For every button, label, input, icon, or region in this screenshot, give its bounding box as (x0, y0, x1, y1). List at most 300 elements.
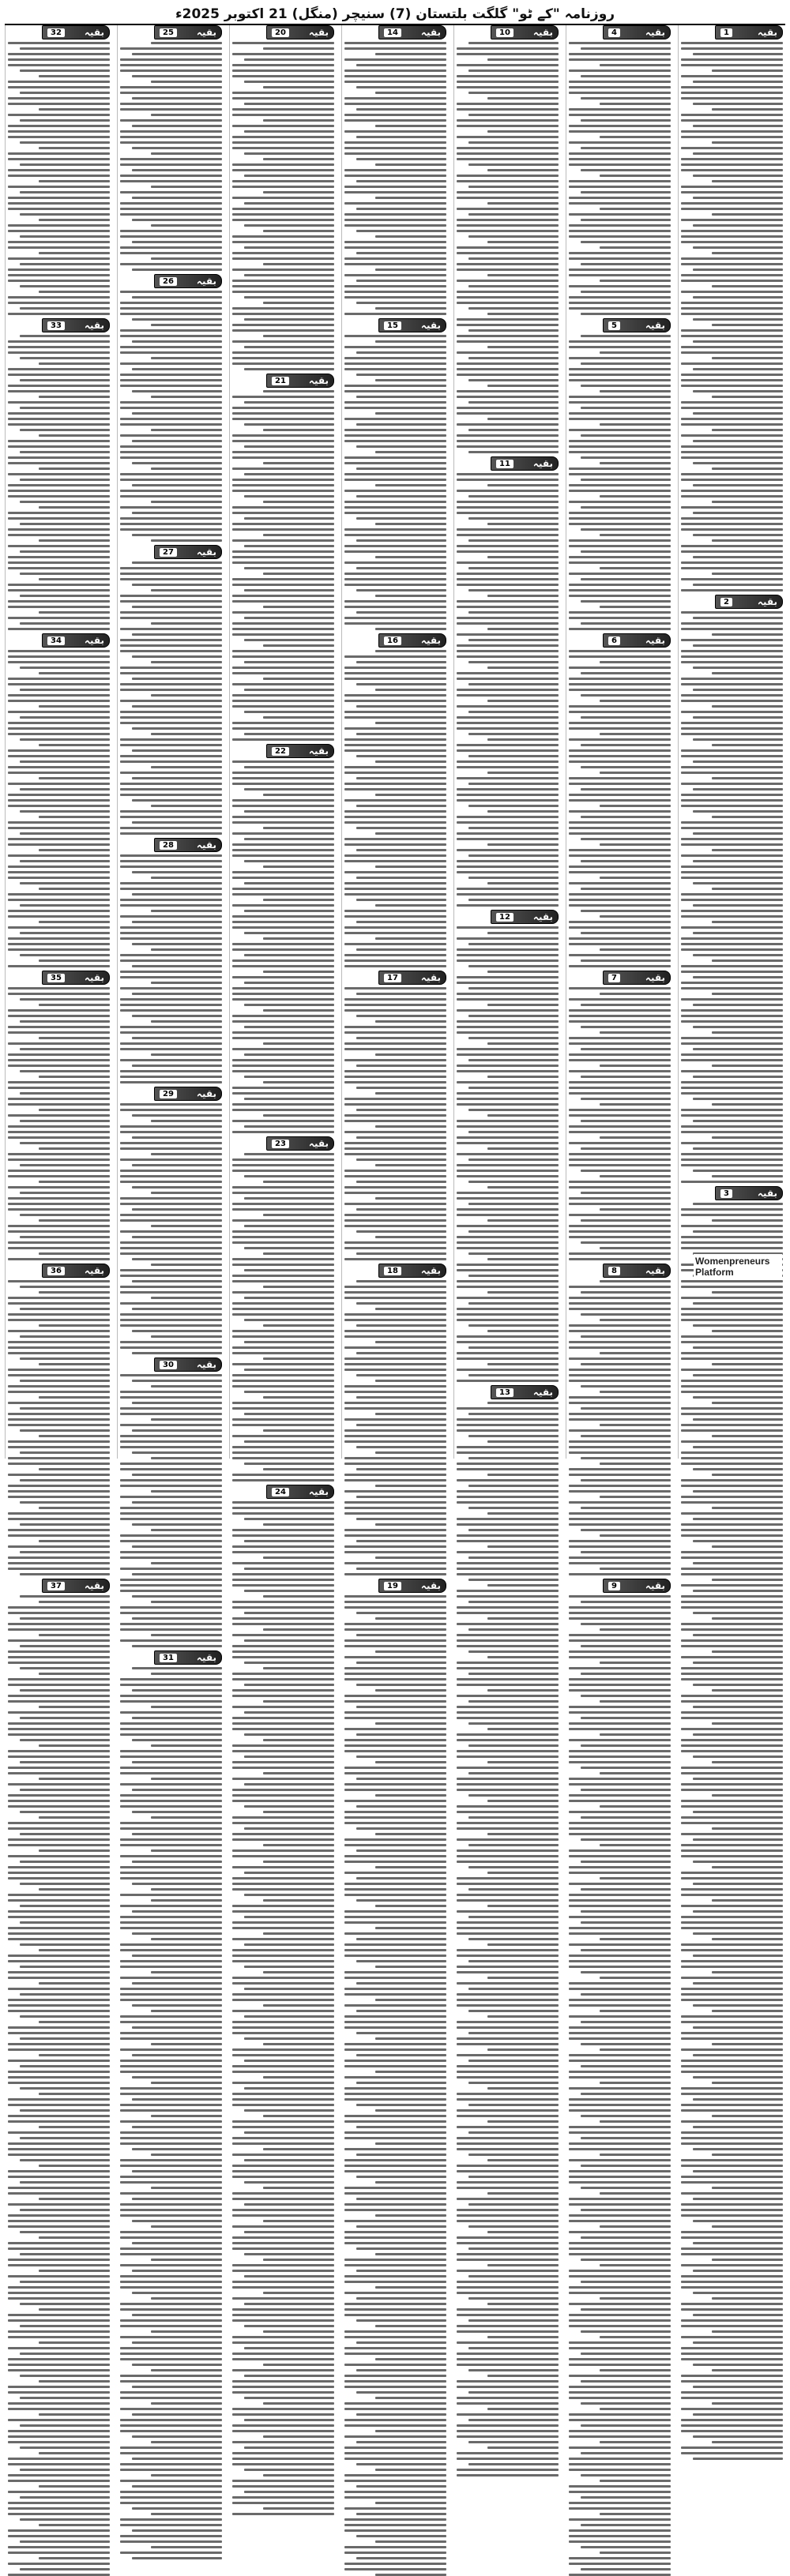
text-line (569, 1883, 671, 1885)
text-line (20, 2015, 110, 2018)
text-line (244, 2375, 334, 2377)
text-line (8, 2214, 110, 2217)
text-line (20, 2446, 110, 2449)
text-line (120, 158, 222, 160)
text-line (457, 103, 559, 105)
text-line (457, 125, 559, 127)
text-line (20, 1551, 110, 1553)
text-line (8, 2507, 110, 2510)
text-line (344, 2375, 446, 2377)
text-line (120, 2424, 222, 2427)
text-line (569, 235, 671, 238)
text-line (120, 2480, 222, 2482)
text-line (132, 1689, 222, 1692)
text-line (120, 191, 222, 193)
text-line (263, 1523, 334, 1526)
text-line (468, 2131, 559, 2134)
text-line (344, 1418, 446, 1421)
text-line (344, 213, 446, 216)
text-line (693, 53, 783, 55)
text-line (356, 705, 446, 708)
text-line (457, 866, 559, 868)
text-line (457, 1551, 559, 1553)
text-line (487, 738, 559, 741)
text-line (712, 1689, 783, 1692)
article-text (569, 650, 671, 967)
text-line (375, 163, 446, 166)
text-line (120, 2336, 222, 2338)
text-line (468, 401, 559, 404)
text-line (120, 1855, 222, 1857)
text-line (581, 1048, 671, 1050)
text-line (569, 821, 671, 824)
text-line (375, 1413, 446, 1415)
text-line (712, 2154, 783, 2156)
text-line (244, 860, 334, 862)
text-line (151, 1673, 222, 1675)
text-line (457, 1468, 559, 1470)
text-line (569, 2303, 671, 2305)
text-line (681, 1645, 783, 1647)
text-line (120, 937, 222, 940)
text-line (232, 760, 334, 763)
text-line (569, 58, 671, 61)
text-line (487, 1076, 559, 1078)
text-line (569, 954, 671, 956)
text-line (120, 362, 222, 365)
text-line (8, 1485, 110, 1487)
continuation-block (120, 838, 222, 1083)
text-line (39, 434, 110, 437)
text-line (232, 1291, 334, 1294)
text-line (263, 716, 334, 719)
text-line (232, 1346, 334, 1349)
continuation-tag (42, 25, 110, 39)
text-line (569, 1297, 671, 1299)
text-line (457, 197, 559, 199)
text-line (681, 169, 783, 171)
continuation-number: 11 (496, 460, 514, 468)
text-line (151, 2474, 222, 2476)
text-line (344, 766, 446, 768)
text-line (457, 1595, 559, 1598)
text-line (569, 1872, 671, 1874)
text-line (600, 534, 671, 536)
text-line (569, 418, 671, 420)
text-line (356, 1208, 446, 1211)
continuation-number: 13 (496, 1388, 514, 1397)
text-line (232, 1883, 334, 1885)
text-line (120, 495, 222, 498)
text-line (681, 1628, 783, 1631)
text-line (681, 2264, 783, 2266)
text-line (8, 2529, 110, 2532)
text-line (120, 866, 222, 868)
text-line (581, 2353, 671, 2355)
text-line (263, 1181, 334, 1183)
text-line (151, 805, 222, 807)
text-line (693, 1861, 783, 1863)
text-line (457, 1197, 559, 1200)
text-line (681, 733, 783, 735)
text-line (569, 396, 671, 398)
text-line (132, 169, 222, 171)
text-line (39, 1468, 110, 1470)
text-line (600, 2480, 671, 2482)
text-line (681, 1313, 783, 1316)
masthead-title: روزنامہ "کے ٹو" گلگت بلتستان (7) سنیچر (منگل) 21 اکتوبر 2025ء (175, 6, 615, 22)
text-line (120, 1783, 222, 1786)
text-line (681, 230, 783, 232)
text-line (8, 445, 110, 448)
text-line (457, 722, 559, 724)
text-line (8, 230, 110, 232)
text-line (263, 1252, 334, 1255)
text-line (681, 2347, 783, 2349)
text-line (232, 1474, 334, 1476)
text-line (681, 313, 783, 315)
text-line (569, 42, 671, 44)
text-line (344, 2192, 446, 2195)
text-line (151, 429, 222, 431)
text-line (120, 794, 222, 796)
text-line (232, 1302, 334, 1305)
text-line (344, 2435, 446, 2438)
text-line (468, 1529, 559, 1531)
text-line (151, 357, 222, 359)
text-line (344, 711, 446, 713)
text-line (120, 1374, 222, 1376)
text-line (569, 2253, 671, 2255)
text-line (468, 1203, 559, 1205)
text-line (20, 1993, 110, 1996)
text-line (468, 2441, 559, 2443)
text-line (244, 2231, 334, 2233)
text-line (232, 147, 334, 149)
continuation-label: بقیہ (645, 972, 665, 983)
text-line (120, 180, 222, 182)
text-line (375, 1451, 446, 1454)
text-line (457, 246, 559, 249)
text-line (569, 186, 671, 188)
text-line (344, 2209, 446, 2211)
text-line (681, 937, 783, 940)
text-line (232, 2165, 334, 2167)
text-line (120, 683, 222, 685)
text-line (681, 1429, 783, 1432)
text-line (132, 777, 222, 779)
text-line (468, 379, 559, 381)
text-line (244, 1966, 334, 1968)
text-line (681, 280, 783, 282)
text-line (457, 893, 559, 896)
text-line (120, 130, 222, 133)
text-line (120, 1170, 222, 1172)
text-line (457, 2148, 559, 2150)
text-line (39, 252, 110, 254)
text-line (120, 1756, 222, 1758)
text-line (569, 1501, 671, 1504)
text-line (232, 1866, 334, 1868)
text-line (581, 434, 671, 437)
text-line (232, 1131, 334, 1133)
text-line (712, 1103, 783, 1106)
text-line (8, 268, 110, 271)
text-line (569, 2518, 671, 2521)
text-line (232, 1031, 334, 1034)
text-line (263, 573, 334, 575)
text-line (569, 1380, 671, 1382)
text-line (39, 1673, 110, 1675)
text-line (20, 860, 110, 862)
text-line (244, 589, 334, 591)
text-line (132, 1955, 222, 1957)
text-line (600, 1280, 671, 1282)
continuation-number: 26 (160, 277, 177, 286)
text-line (487, 2120, 559, 2123)
text-line (569, 2314, 671, 2316)
text-line (120, 2535, 222, 2537)
text-line (681, 2214, 783, 2217)
text-line (8, 130, 110, 133)
text-line (344, 893, 446, 896)
text-line (39, 959, 110, 962)
text-line (132, 2413, 222, 2416)
text-line (120, 832, 222, 835)
text-line (8, 1053, 110, 1056)
text-line (344, 2120, 446, 2123)
text-line (120, 1949, 222, 1951)
text-line (8, 1650, 110, 1653)
text-line (569, 2535, 671, 2537)
text-line (457, 1125, 559, 1128)
text-line (232, 440, 334, 442)
text-line (120, 2120, 222, 2123)
text-line (8, 1794, 110, 1797)
text-line (120, 119, 222, 122)
text-line (356, 611, 446, 614)
text-line (344, 910, 446, 912)
text-line (487, 1545, 559, 1548)
text-line (681, 1070, 783, 1072)
text-line (693, 2198, 783, 2200)
text-line (356, 1374, 446, 1376)
columns-container (5, 25, 785, 1663)
text-line (344, 1120, 446, 1122)
text-line (132, 1065, 222, 1067)
text-line (263, 2115, 334, 2117)
text-line (375, 2358, 446, 2360)
text-line (581, 2065, 671, 2067)
text-line (120, 456, 222, 459)
text-line (569, 2231, 671, 2233)
text-line (132, 1833, 222, 1835)
text-line (120, 2159, 222, 2161)
text-line (487, 1474, 559, 1476)
text-line (232, 816, 334, 818)
text-line (600, 1628, 671, 1631)
text-line (8, 1413, 110, 1415)
text-line (581, 1551, 671, 1553)
text-line (120, 639, 222, 641)
text-line (344, 152, 446, 155)
text-line (244, 2347, 334, 2349)
text-line (120, 760, 222, 763)
text-line (569, 2485, 671, 2488)
text-line (457, 191, 559, 193)
text-line (232, 2026, 334, 2029)
text-line (681, 1496, 783, 1498)
text-line (39, 2524, 110, 2526)
text-line (356, 1899, 446, 1902)
text-line (487, 1042, 559, 1045)
text-line (356, 2485, 446, 2488)
text-line (681, 75, 783, 77)
text-line (375, 92, 446, 94)
article-text (120, 1899, 222, 2559)
text-line (120, 2391, 222, 2394)
text-line (681, 943, 783, 945)
text-line (457, 1921, 559, 1924)
text-line (344, 1076, 446, 1078)
text-line (681, 1341, 783, 1343)
text-line (457, 760, 559, 763)
text-line (468, 1374, 559, 1376)
text-line (569, 937, 671, 940)
text-line (375, 1650, 446, 1653)
text-line (120, 1568, 222, 1570)
text-line (8, 280, 110, 282)
text-line (681, 1877, 783, 1879)
text-line (344, 600, 446, 603)
article-text (457, 1402, 559, 1813)
text-line (8, 2259, 110, 2261)
article-text (120, 291, 222, 542)
text-line (151, 2441, 222, 2443)
text-line (569, 501, 671, 503)
text-line (344, 1789, 446, 1791)
text-line (569, 1092, 671, 1095)
text-line (681, 1855, 783, 1857)
text-line (232, 1822, 334, 1824)
text-line (681, 1888, 783, 1891)
text-line (344, 1695, 446, 1697)
text-line (8, 186, 110, 188)
text-line (681, 235, 783, 238)
text-line (693, 584, 783, 586)
text-line (681, 1872, 783, 1874)
text-line (263, 2004, 334, 2007)
text-line (151, 766, 222, 768)
text-line (457, 1490, 559, 1493)
text-line (232, 1479, 334, 1481)
text-line (356, 948, 446, 951)
text-line (693, 1982, 783, 1985)
text-line (569, 1955, 671, 1957)
continuation-label: بقیہ (84, 320, 104, 331)
text-line (457, 1877, 559, 1879)
text-line (693, 760, 783, 763)
text-line (581, 506, 671, 509)
text-line (569, 346, 671, 348)
text-line (344, 1186, 446, 1188)
text-line (487, 1800, 559, 1802)
text-line (681, 2253, 783, 2255)
text-line (693, 440, 783, 442)
text-line (681, 1131, 783, 1133)
continuation-tag (378, 1579, 446, 1593)
text-line (120, 1943, 222, 1946)
text-line (232, 1905, 334, 1907)
text-line (263, 1286, 334, 1288)
text-line (712, 1761, 783, 1763)
text-line (569, 893, 671, 896)
text-line (375, 689, 446, 691)
text-line (8, 2264, 110, 2266)
text-line (120, 92, 222, 94)
continuation-number: 17 (384, 974, 401, 982)
text-line (487, 882, 559, 884)
text-line (120, 1794, 222, 1797)
text-line (681, 1352, 783, 1354)
text-line (132, 678, 222, 680)
text-line (244, 1894, 334, 1896)
text-line (356, 1109, 446, 1111)
text-line (232, 506, 334, 509)
text-line (600, 1352, 671, 1354)
text-line (681, 982, 783, 984)
text-line (600, 805, 671, 807)
text-line (569, 1545, 671, 1548)
continuation-label: بقیہ (757, 596, 777, 607)
text-line (344, 1131, 446, 1133)
text-line (375, 307, 446, 310)
text-line (569, 1125, 671, 1128)
text-line (693, 1634, 783, 1636)
text-line (681, 114, 783, 116)
text-line (232, 2214, 334, 2217)
text-line (693, 882, 783, 884)
text-line (569, 2446, 671, 2449)
text-line (681, 1767, 783, 1769)
continuation-block (344, 1579, 446, 1913)
text-line (244, 495, 334, 498)
text-line (20, 810, 110, 813)
text-line (151, 733, 222, 735)
text-line (120, 2375, 222, 2377)
text-line (356, 1960, 446, 1962)
text-line (375, 1308, 446, 1310)
text-line (344, 2076, 446, 2078)
text-line (344, 2364, 446, 2366)
text-line (693, 2170, 783, 2172)
text-line (232, 125, 334, 127)
text-line (20, 263, 110, 265)
text-line (344, 2386, 446, 2388)
text-line (569, 1943, 671, 1946)
text-line (681, 821, 783, 824)
text-line (20, 2397, 110, 2399)
text-line (569, 1308, 671, 1310)
text-line (457, 396, 559, 398)
text-line (569, 921, 671, 923)
text-line (569, 2159, 671, 2161)
text-line (244, 423, 334, 426)
text-line (263, 2043, 334, 2045)
text-line (581, 2380, 671, 2383)
text-line (457, 2165, 559, 2167)
text-line (232, 1380, 334, 1382)
